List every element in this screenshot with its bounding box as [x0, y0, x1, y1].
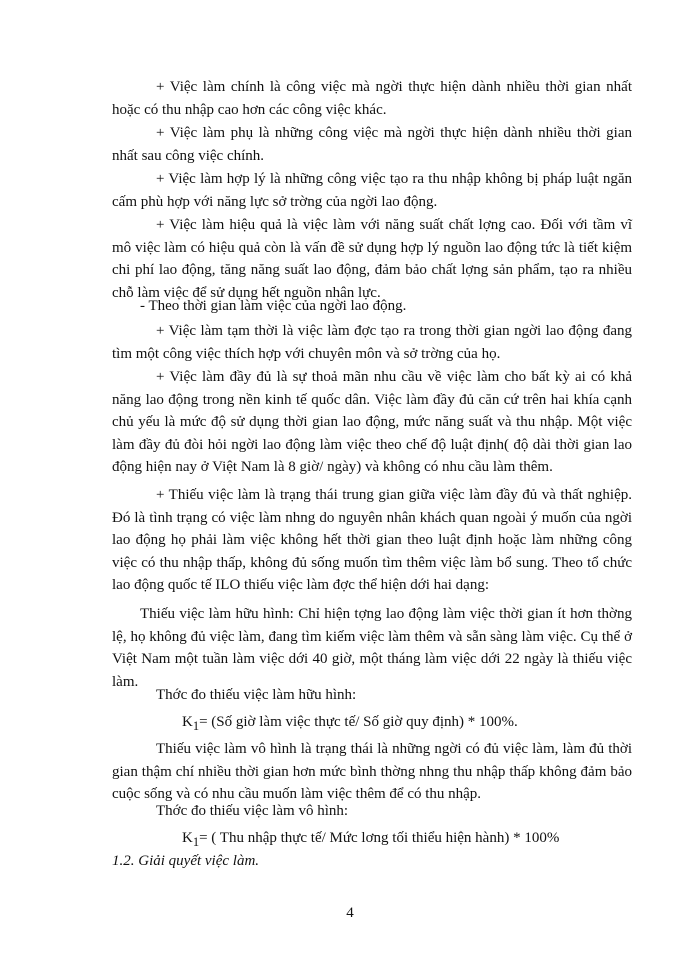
paragraph-thuoc-do-vo-hinh: Thớc đo thiếu việc làm vô hình:	[156, 803, 349, 819]
formula-text: = (Số giờ làm việc thực tế/ Số giờ quy định) * 100%.	[199, 714, 518, 730]
paragraph-viec-lam-day-du: + Việc làm đầy đủ là sự thoả mãn nhu cầu về việc làm cho bất kỳ ai có khả năng lao động trong nền kinh tế quốc dân. Việc làm đầy đủ căn cứ trên hai khía cạnh chủ yếu là mức độ sử dụng thời gian lao động, mức năng suất và thu nhập. Một việc làm đầy đủ đòi hỏi ngời lao động làm việc theo chế độ luật định( độ dài thời gian lao động hiện nay ở Việt Nam là 8 giờ/ ngày) và không có nhu cầu làm thêm.	[112, 369, 632, 476]
paragraph-theo-thoi-gian: - Theo thời gian làm việc của ngời lao động.	[140, 298, 407, 314]
formula-symbol: K	[182, 714, 193, 730]
formula-text: = ( Thu nhập thực tế/ Mức lơng tối thiểu hiện hành) * 100%	[199, 830, 560, 846]
paragraph-viec-lam-chinh: + Việc làm chính là công việc mà ngời thực hiện dành nhiều thời gian nhất hoặc có thu nhập cao hơn các công việc khác.	[112, 79, 632, 118]
paragraph-thuoc-do-huu-hinh: Thớc đo thiếu việc làm hữu hình:	[156, 687, 357, 703]
paragraph-viec-lam-hieu-qua: + Việc làm hiệu quả là việc làm với năng suất chất lợng cao. Đối với tầm vĩ mô việc làm có hiệu quả còn là vấn đề sử dụng hợp lý nguồn lao động tức là tiết kiệm chi phí lao động, tăng năng suất lao động, đảm bảo chất lợng sản phẩm, tạo ra nhiều chỗ làm việc để sử dụng hết nguồn nhân lực.	[112, 217, 632, 301]
section-heading: 1.2. Giải quyết việc làm.	[112, 853, 260, 869]
formula-subscript: 1	[192, 719, 200, 733]
paragraph-thieu-viec-lam: + Thiếu việc làm là trạng thái trung gian giữa việc làm đầy đủ và thất nghiệp. Đó là tình trạng có việc làm nhng do nguyên nhân khách quan ngoài ý muốn của ngời lao động họ phải làm việc không hết thời gian theo luật định hoặc làm những công việc có thu nhập thấp, không đủ sống muốn tìm thêm việc làm bổ sung. Theo tổ chức lao động quốc tế ILO thiếu việc làm đợc thể hiện dới hai dạng:	[112, 487, 632, 594]
paragraph-viec-lam-hop-ly: + Việc làm hợp lý là những công việc tạo ra thu nhập không bị pháp luật ngăn cấm phù hợp với năng lực sở trờng của ngời lao động.	[112, 171, 632, 210]
paragraph-viec-lam-tam-thoi: + Việc làm tạm thời là việc làm đợc tạo ra trong thời gian ngời lao động đang tìm một công việc thích hợp với chuyên môn và sở trờng của họ.	[112, 323, 632, 362]
formula-k1-huu-hinh	[182, 711, 518, 737]
formula-k1-vo-hinh	[182, 827, 559, 853]
paragraph-viec-lam-phu: + Việc làm phụ là những công việc mà ngời thực hiện dành nhiều thời gian nhất sau công việc chính.	[112, 125, 632, 164]
formula-subscript: 1	[192, 835, 200, 849]
paragraph-thieu-viec-lam-vo-hinh: Thiếu việc làm vô hình là trạng thái là những ngời có đủ việc làm, làm đủ thời gian thậm chí nhiều thời gian hơn mức bình thờng nhng thu nhập thấp không đảm bảo cuộc sống và có nhu cầu muốn làm việc thêm để có thu nhập.	[112, 741, 632, 803]
paragraph-thieu-viec-lam-huu-hinh: Thiếu việc làm hữu hình: Chỉ hiện tợng lao động làm việc thời gian ít hơn thờng lệ, họ không đủ việc làm, đang tìm kiếm việc làm thêm và sẵn sàng làm việc. Cụ thể ở Việt Nam một tuần làm việc dới 40 giờ, một tháng làm việc dới 22 ngày là thiếu việc làm.	[112, 606, 632, 690]
page-number: 4	[346, 905, 354, 921]
formula-symbol: K	[182, 830, 193, 846]
